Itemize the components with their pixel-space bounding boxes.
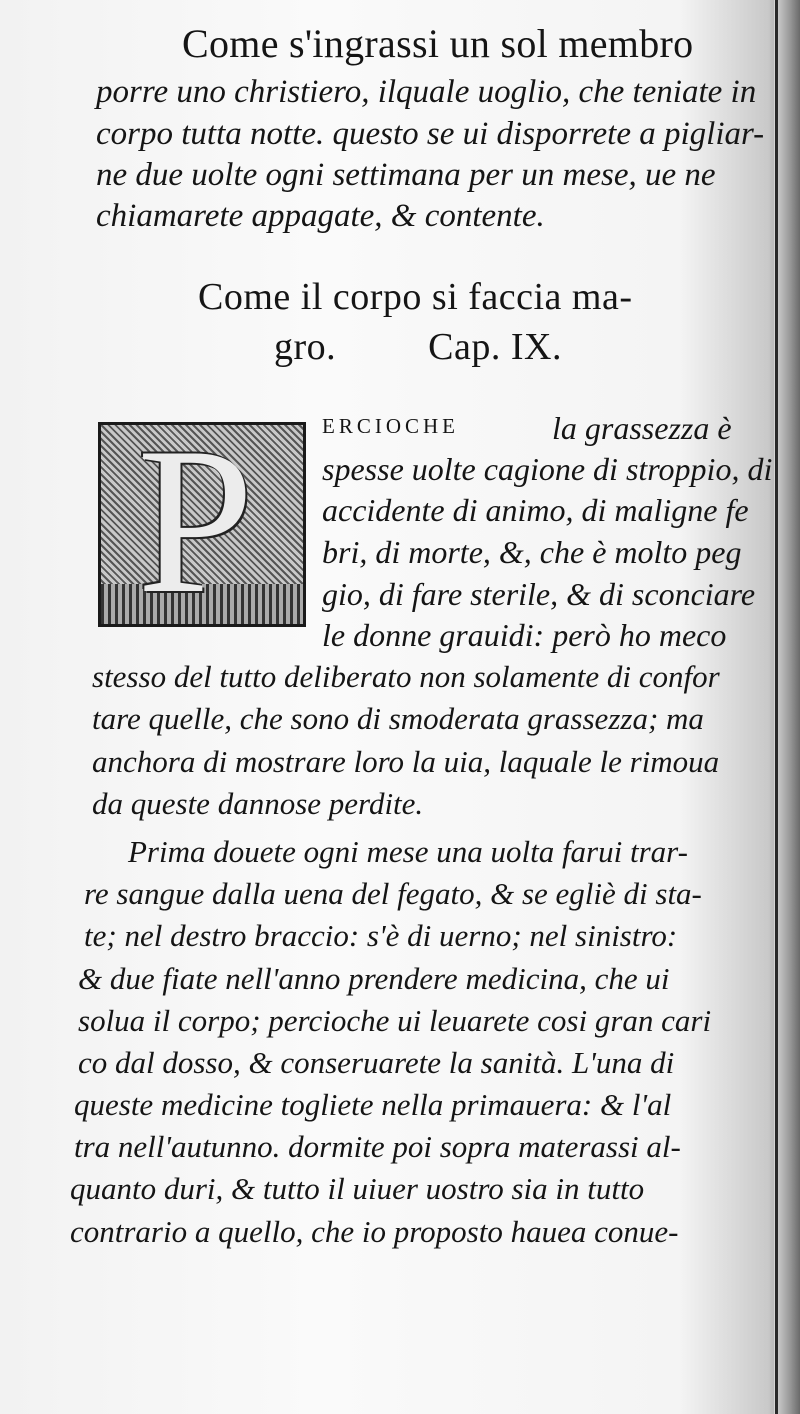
chapter-number: Cap. IX. (428, 326, 562, 368)
text-line: te; nel destro braccio: s'è di uerno; nel sinistro: (84, 918, 678, 953)
chapter-title-line (198, 322, 678, 372)
chapter-heading (198, 272, 678, 372)
text-line: re sangue dalla uena del fegato, & se egliè di sta- (84, 876, 702, 911)
first-word: ERCIOCHE (322, 414, 459, 438)
text-line: spesse uolte cagione di stroppio, di (322, 451, 773, 487)
text-line: contrario a quello, che io proposto hauea conue- (70, 1214, 679, 1249)
text-line: la grassezza è (552, 410, 732, 446)
text-line: stesso del tutto deliberato non solamente di confor (92, 659, 720, 694)
text-line: porre uno christiero, ilquale uoglio, che teniate in (96, 74, 757, 110)
text-line: quanto duri, & tutto il uiuer uostro sia in tutto (70, 1171, 645, 1206)
text-line: anchora di mostrare loro la uia, laquale le rimoua (92, 744, 720, 779)
chapter-title-line: Come il corpo si faccia ma- (198, 276, 633, 318)
chapter-title-word: gro. (274, 326, 337, 368)
text-line: & due fiate nell'anno prendere medicina, che ui (78, 961, 670, 996)
text-line: chiamarete appagate, & contente. (96, 198, 545, 234)
page-gutter-line (775, 0, 778, 1414)
text-line: queste medicine togliete nella primauera: & l'al (74, 1087, 672, 1122)
text-line: le donne grauidi: però ho meco (322, 617, 727, 653)
text-line: corpo tutta notte. questo se ui disporrete a pigliar- (96, 116, 765, 152)
decorated-initial (98, 422, 306, 627)
text-line: co dal dosso, & conseruarete la sanità. L'una di (78, 1045, 675, 1080)
text-line: tra nell'autunno. dormite poi sopra materassi al- (74, 1129, 681, 1164)
text-line: solua il corpo; percioche ui leuarete cosi gran cari (78, 1003, 712, 1038)
text-line: bri, di morte, &, che è molto peg (322, 534, 742, 570)
text-line: Prima douete ogni mese una uolta farui trar- (128, 834, 688, 869)
text-line: gio, di fare sterile, & di sconciare (322, 576, 756, 612)
text-line: tare quelle, che sono di smoderata grassezza; ma (92, 701, 704, 736)
text-line: ne due uolte ogni settimana per un mese, ue ne (96, 157, 716, 193)
running-title: Come s'ingrassi un sol membro (182, 21, 694, 66)
initial-letter: P (137, 422, 254, 627)
text-line: accidente di animo, di maligne fe (322, 492, 749, 528)
text-line: da queste dannose perdite. (92, 786, 424, 821)
